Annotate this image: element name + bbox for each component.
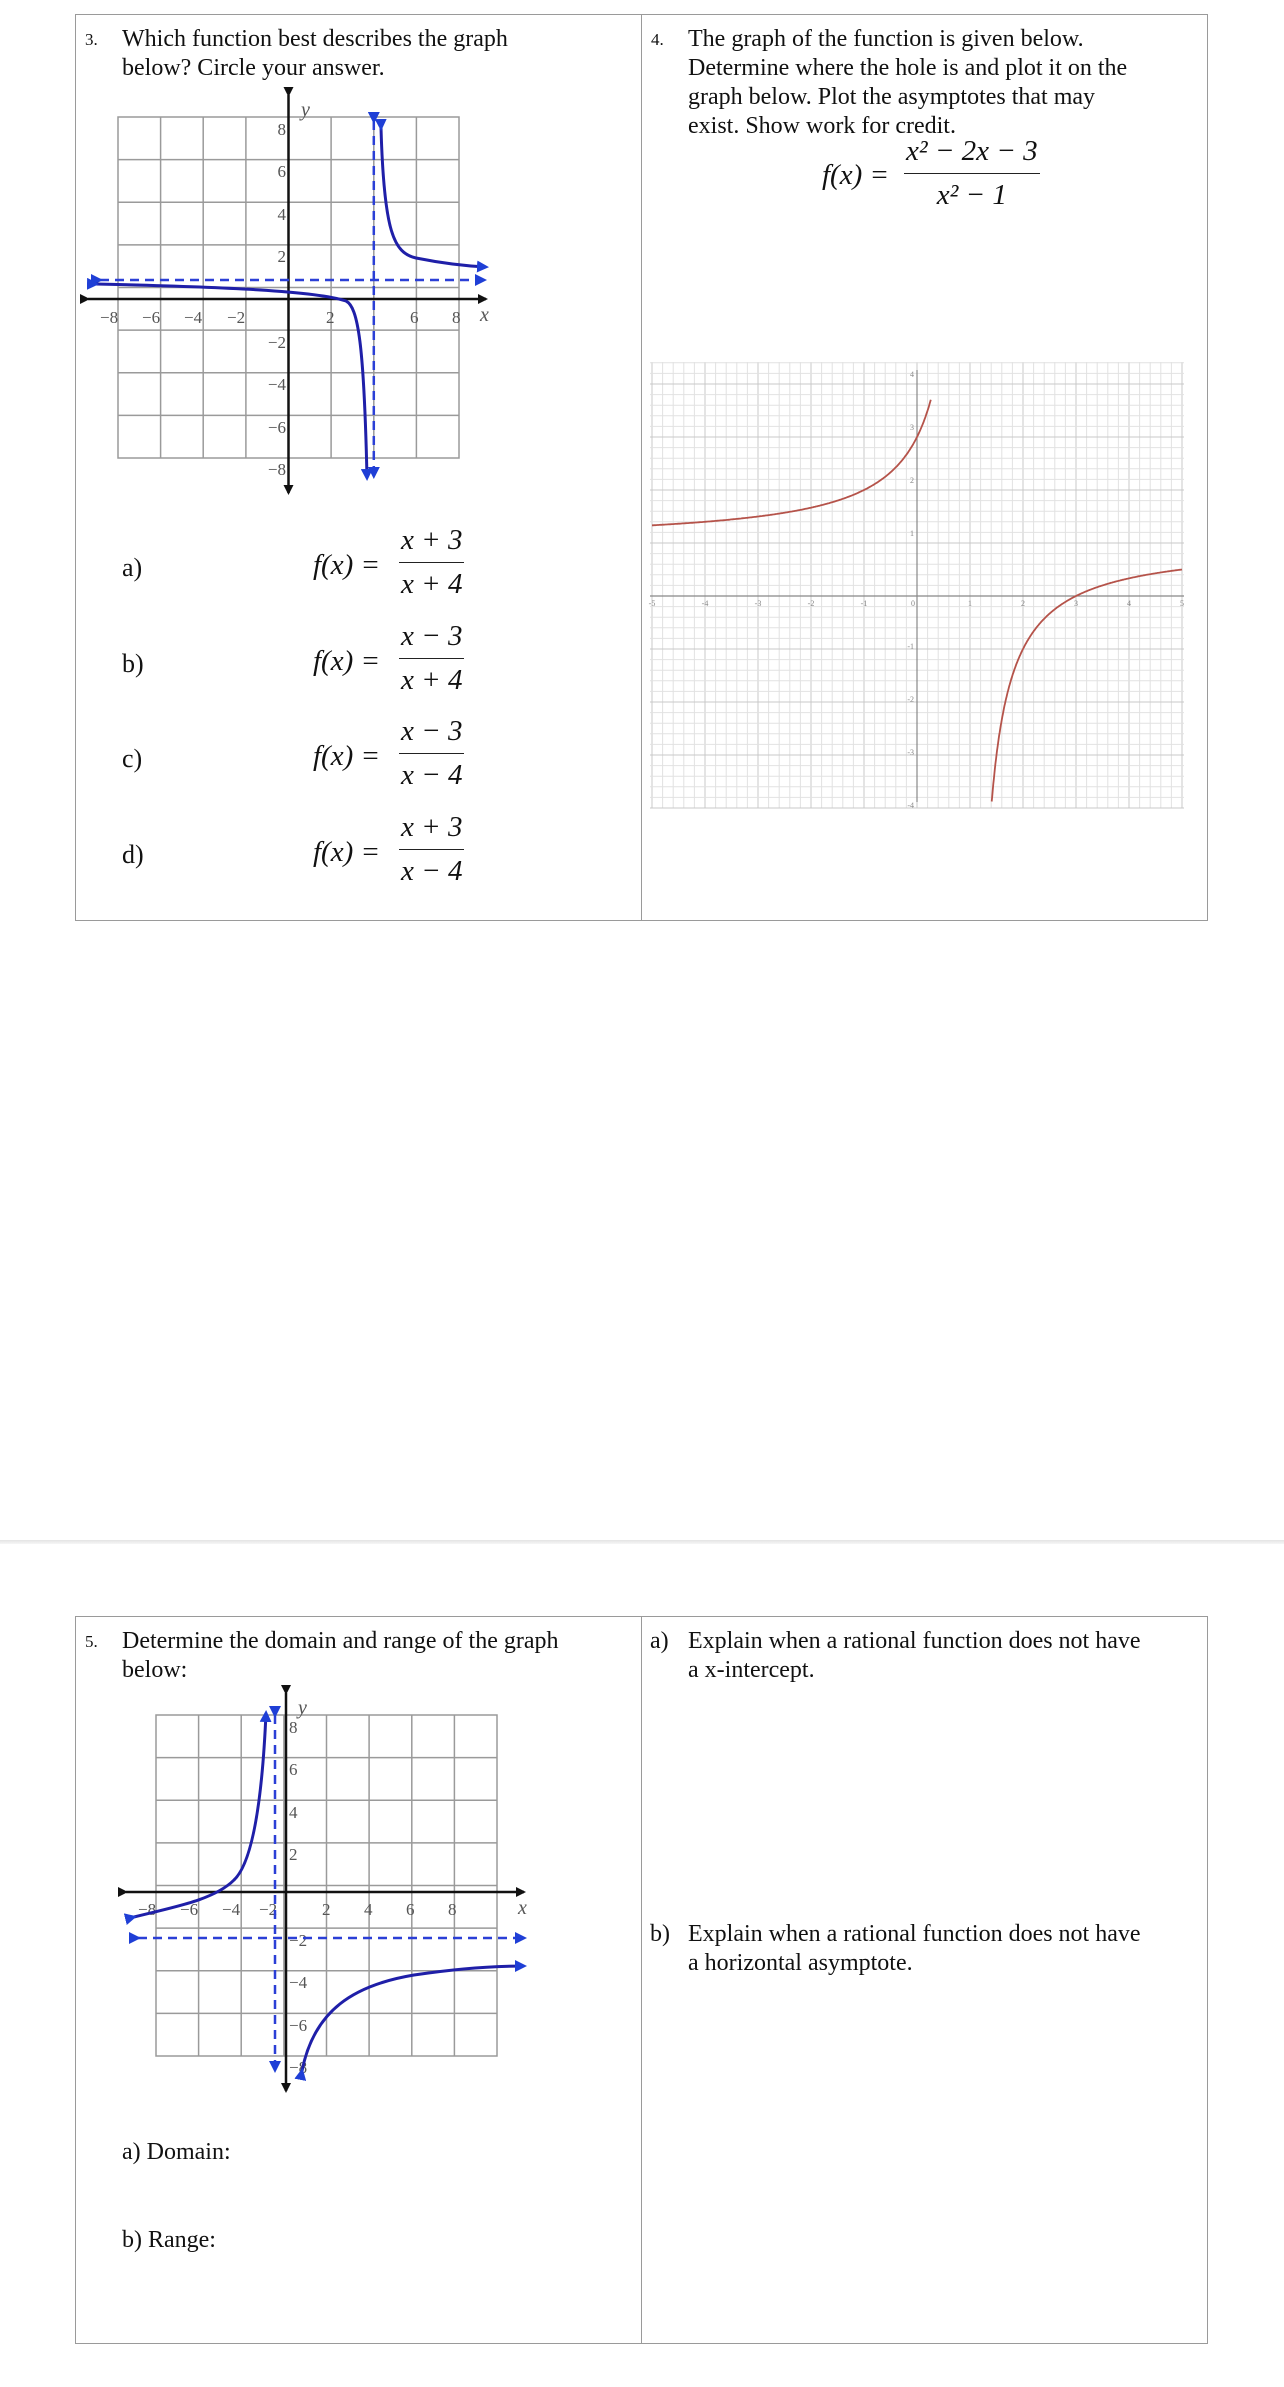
questions-table-top	[75, 14, 1208, 921]
y-tick: -1	[907, 642, 914, 651]
option-d-fraction[interactable]	[399, 811, 464, 888]
question-4-graph	[650, 362, 1190, 812]
q4-function-lhs: f(x) =	[822, 159, 890, 191]
y-axis-label: y	[301, 99, 310, 121]
prompt-line: Explain when a rational function does not have	[688, 1628, 1141, 1654]
x-tick-labels	[100, 308, 461, 327]
option-a-lhs: f(x) =	[313, 549, 381, 581]
x-axis-label: x	[518, 1897, 527, 1919]
y-tick: 3	[910, 423, 914, 432]
questions-table-bottom	[75, 1616, 1208, 2344]
prompt-line: Determine the domain and range of the graph	[122, 1628, 559, 1654]
part-b-prompt	[688, 1920, 1141, 1978]
y-tick: 8	[289, 1718, 298, 1737]
fraction-numerator: x + 3	[399, 811, 464, 850]
option-c-fraction[interactable]	[399, 715, 464, 792]
fraction-denominator: x + 4	[401, 664, 463, 696]
x-tick: 6	[410, 308, 419, 327]
prompt-line: Determine where the hole is and plot it on the	[688, 55, 1128, 81]
x-tick: 8	[448, 1900, 457, 1919]
option-b-fraction[interactable]	[399, 620, 464, 697]
explain-cell	[642, 1617, 1207, 2343]
part-b-letter: b)	[650, 1921, 670, 1947]
q4-function-fraction	[904, 135, 1040, 212]
prompt-line: Explain when a rational function does not have	[688, 1921, 1141, 1947]
option-c-lhs: f(x) =	[313, 740, 381, 772]
question-4-cell	[642, 15, 1207, 920]
x-tick: -5	[648, 599, 656, 608]
question-3-graph	[76, 83, 506, 513]
fraction-numerator: x − 3	[399, 715, 464, 754]
question-3-prompt	[122, 25, 508, 83]
fraction-denominator: x − 4	[401, 855, 463, 887]
x-tick: −6	[142, 308, 161, 327]
option-c-letter[interactable]: c)	[122, 744, 143, 773]
x-tick: 5	[1180, 599, 1184, 608]
question-3-number: 3.	[85, 30, 98, 49]
prompt-line: exist. Show work for credit.	[688, 113, 956, 139]
part-a-letter: a)	[650, 1628, 669, 1654]
fraction-numerator: x + 3	[399, 524, 464, 563]
x-tick: 2	[326, 308, 335, 327]
fraction-denominator: x − 4	[401, 759, 463, 791]
curve-left-branch	[134, 1713, 266, 1917]
fraction-denominator: x + 4	[401, 568, 463, 600]
part-a-prompt	[688, 1627, 1141, 1685]
range-label: b) Range:	[122, 2227, 216, 2253]
x-tick: 4	[364, 1900, 373, 1919]
x-tick: 3	[1074, 599, 1078, 608]
prompt-line: a horizontal asymptote.	[688, 1950, 913, 1976]
x-tick: −4	[222, 1900, 241, 1919]
prompt-line: graph below. Plot the asymptotes that may	[688, 84, 1096, 110]
y-tick: 6	[289, 1760, 298, 1779]
x-tick: −8	[100, 308, 119, 327]
prompt-line: below? Circle your answer.	[122, 55, 385, 81]
question-3-cell	[76, 15, 642, 920]
option-d-lhs: f(x) =	[313, 836, 381, 868]
question-5-cell	[76, 1617, 642, 2343]
x-tick: −2	[259, 1900, 278, 1919]
option-b-lhs: f(x) =	[313, 645, 381, 677]
graph-grid	[156, 1715, 497, 2056]
option-a-fraction[interactable]	[399, 524, 464, 601]
y-tick: 6	[277, 162, 286, 181]
question-4-prompt	[688, 25, 1127, 141]
option-d-letter[interactable]: d)	[122, 840, 144, 869]
prompt-line: Which function best describes the graph	[122, 26, 508, 52]
option-a-letter[interactable]: a)	[122, 553, 143, 582]
x-tick: −2	[227, 308, 246, 327]
y-tick: −6	[289, 2016, 308, 2035]
worksheet-page-2	[0, 1544, 1284, 2387]
y-tick-labels	[289, 1718, 308, 2077]
y-tick: 2	[289, 1845, 298, 1864]
domain-label: a) Domain:	[122, 2139, 231, 2165]
question-4-number: 4.	[651, 30, 664, 49]
x-tick: 8	[452, 308, 461, 327]
prompt-line: The graph of the function is given below.	[688, 26, 1084, 52]
y-tick: −8	[289, 2058, 308, 2077]
x-tick: 1	[968, 599, 972, 608]
y-tick: 2	[910, 476, 914, 485]
fraction-numerator: x² − 2x − 3	[904, 135, 1040, 174]
y-axis-label: y	[298, 1697, 307, 1719]
y-tick: -3	[907, 748, 914, 757]
y-tick: -4	[907, 801, 914, 810]
x-tick: −6	[180, 1900, 199, 1919]
x-tick: 6	[406, 1900, 415, 1919]
curve-right-branch	[381, 128, 486, 267]
y-tick: -2	[907, 695, 914, 704]
fraction-numerator: x − 3	[399, 620, 464, 659]
x-tick: -2	[807, 599, 815, 608]
x-tick: -4	[701, 599, 709, 608]
fraction-denominator: x² − 1	[936, 179, 1007, 211]
y-tick: 4	[277, 205, 286, 224]
y-tick: −4	[267, 375, 286, 394]
y-tick: 8	[277, 120, 286, 139]
question-5-prompt	[122, 1627, 559, 1685]
curve-left-branch	[652, 400, 931, 526]
option-b-letter[interactable]: b)	[122, 649, 144, 678]
prompt-line: a x-intercept.	[688, 1657, 815, 1683]
x-tick: 2	[1021, 599, 1025, 608]
x-tick: -1	[860, 599, 868, 608]
x-axis-label: x	[480, 304, 489, 326]
x-tick: −8	[138, 1900, 157, 1919]
y-tick: −2	[267, 333, 286, 352]
question-5-graph	[114, 1685, 544, 2105]
y-tick: −8	[267, 460, 286, 479]
x-tick: −4	[184, 308, 203, 327]
x-tick: 2	[322, 1900, 331, 1919]
prompt-line: below:	[122, 1657, 188, 1683]
x-tick: 0	[911, 599, 915, 608]
question-5-number: 5.	[85, 1632, 98, 1651]
y-tick: −4	[289, 1973, 308, 1992]
y-tick: 4	[289, 1803, 298, 1822]
y-tick: −6	[267, 418, 286, 437]
x-tick: 4	[1127, 599, 1131, 608]
x-tick: -3	[754, 599, 762, 608]
y-tick: −2	[289, 1931, 308, 1950]
y-tick: 2	[277, 247, 286, 266]
y-tick: 4	[910, 370, 914, 379]
y-tick: 1	[910, 529, 914, 538]
